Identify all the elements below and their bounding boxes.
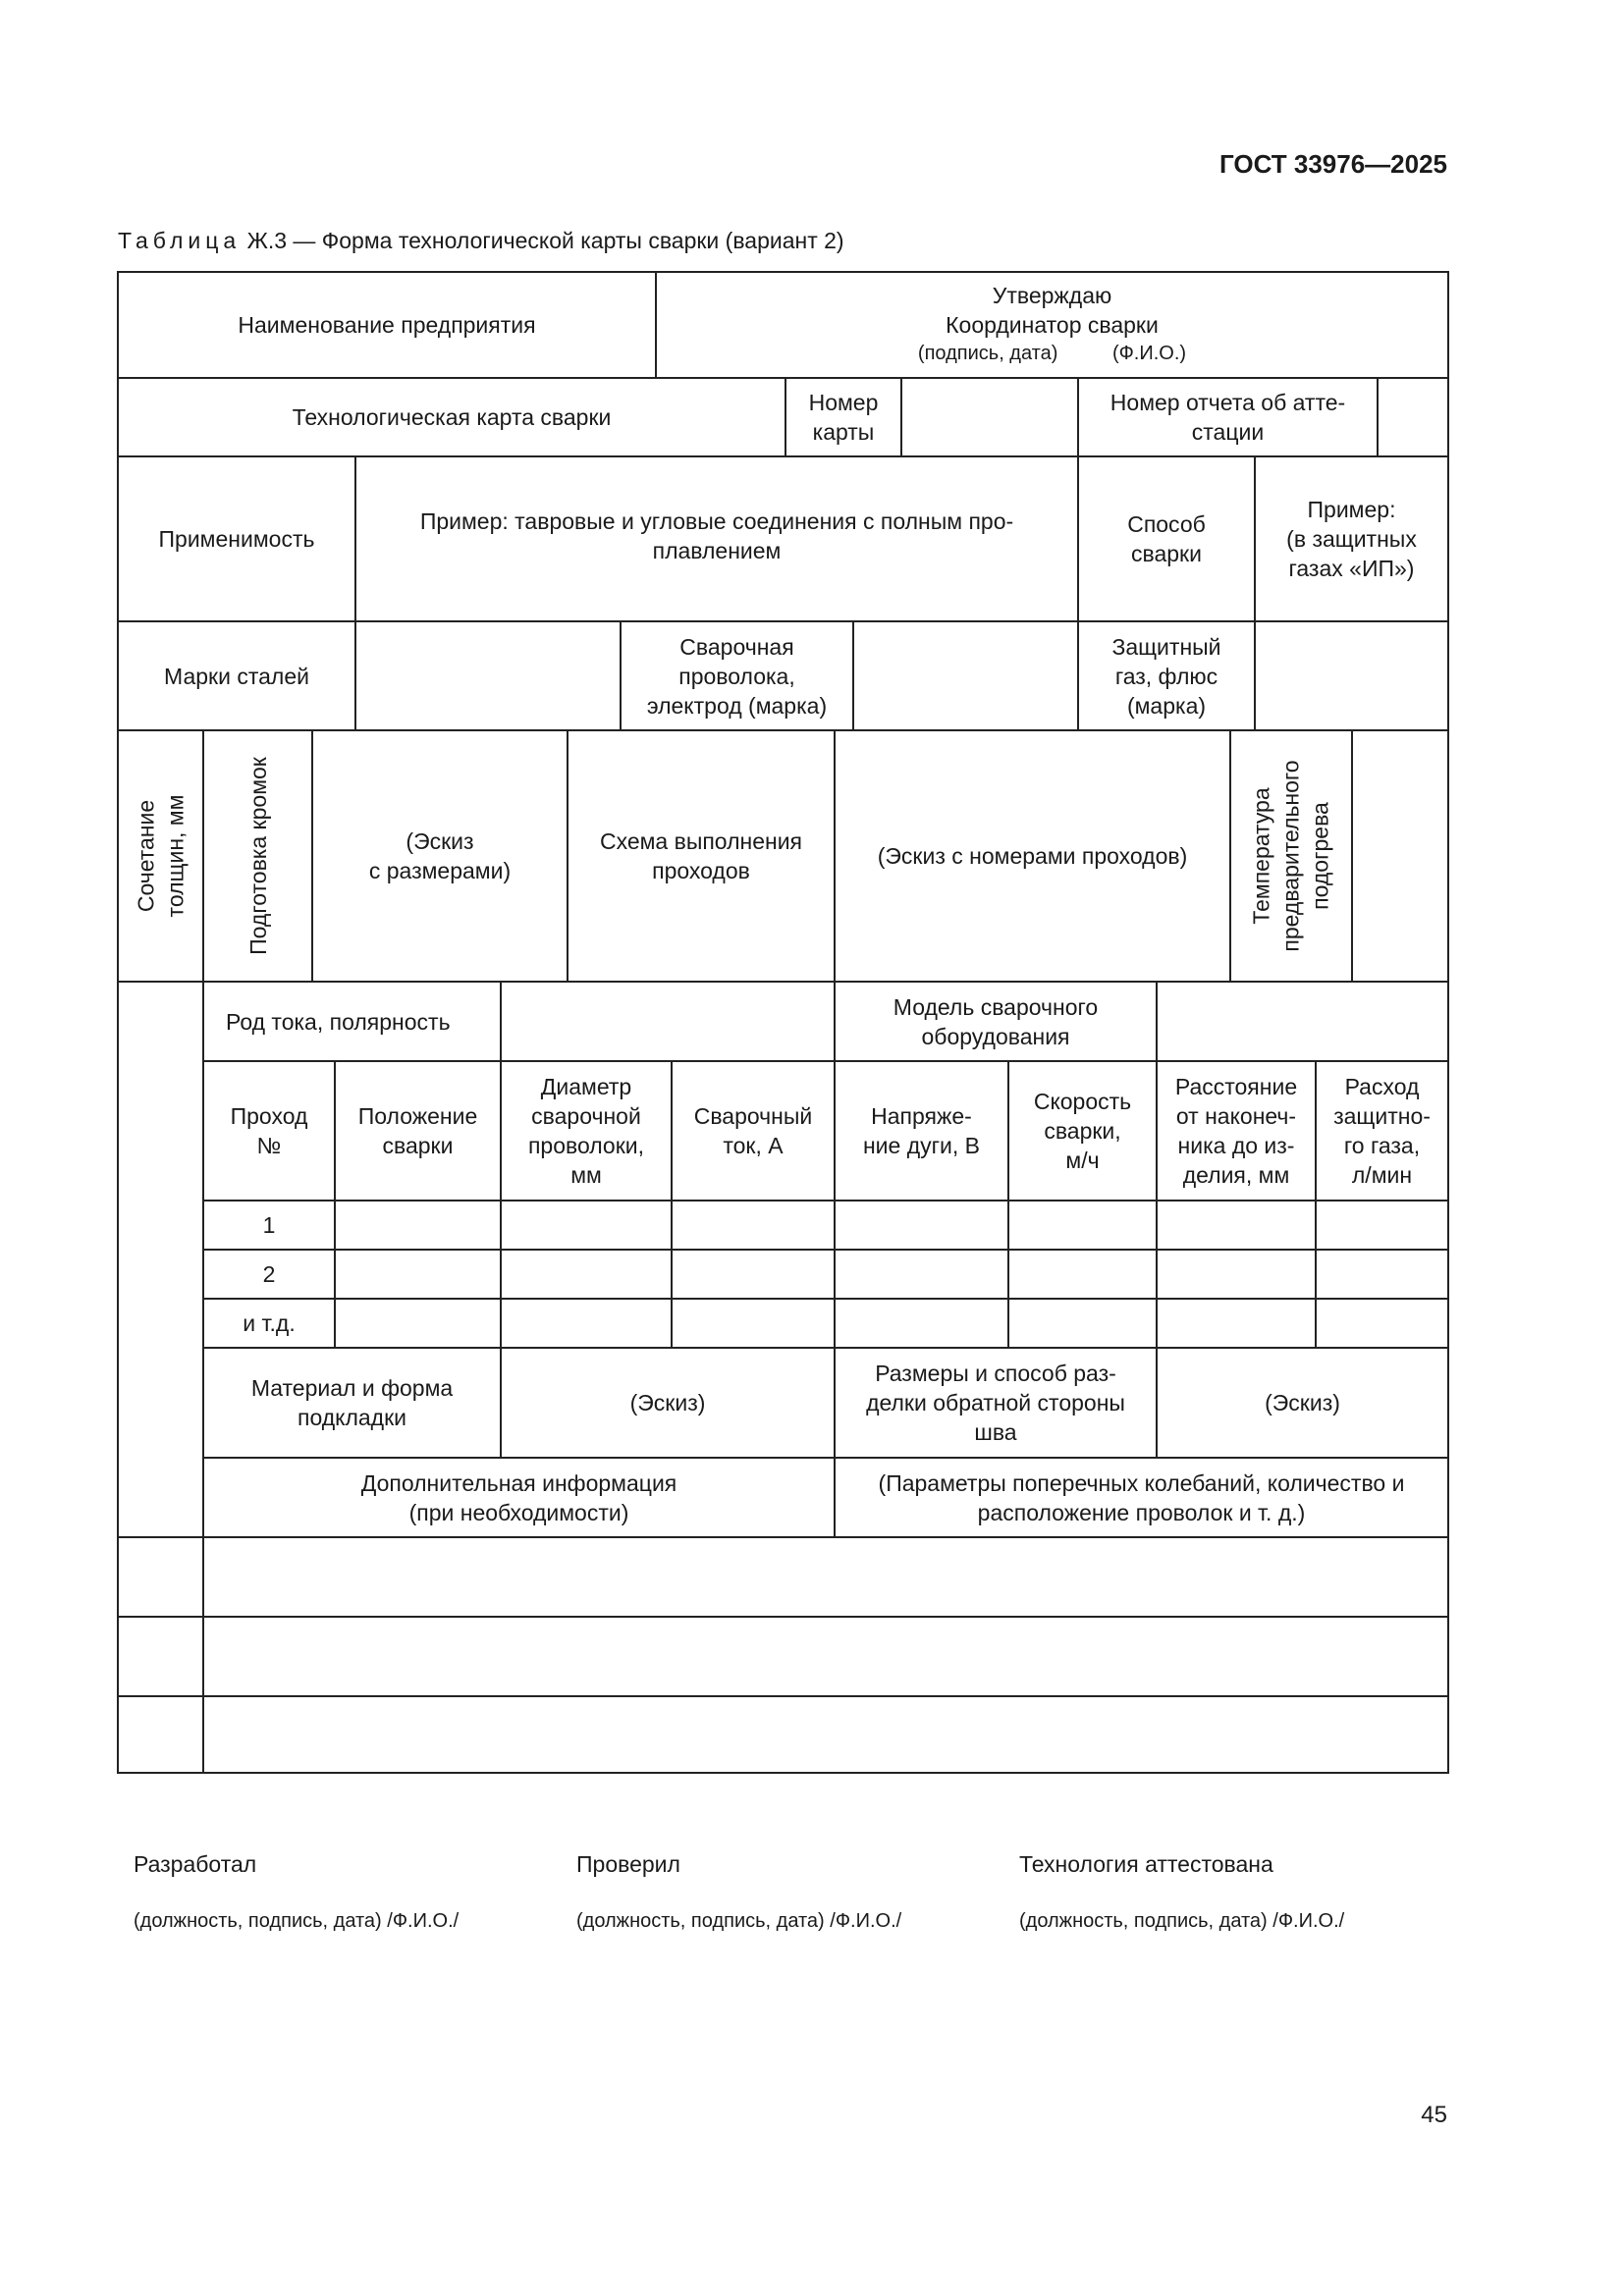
enterprise-name-label: Наименование предприятия	[238, 312, 536, 338]
param-header: Скорость сварки, м/ч	[1033, 1089, 1132, 1173]
tech-card-label: Технологическая карта сварки	[292, 404, 612, 430]
steel-grades-field[interactable]	[356, 622, 620, 729]
approve-label: Утверждаю	[992, 283, 1112, 308]
current-polarity-field[interactable]	[502, 983, 834, 1060]
signature-hint: (подпись, дата) (Ф.И.О.)	[917, 343, 1187, 364]
backing-material-label: Материал и форма подкладки	[250, 1375, 454, 1430]
developed-signature-hint: (должность, подпись, дата) /Ф.И.О./	[134, 1910, 460, 1932]
welding-method-label: Способ сварки	[1127, 511, 1206, 566]
pass-number: 1	[262, 1212, 276, 1238]
page-number: 45	[1421, 2102, 1447, 2128]
pass-number: и т.д.	[243, 1310, 296, 1336]
equipment-model-label: Модель сварочного оборудования	[893, 993, 1099, 1049]
thickness-combination-label: Сочетание толщин, мм	[133, 794, 189, 918]
param-header: Сварочный ток, А	[693, 1103, 813, 1158]
back-gouging-label: Размеры и способ раз- делки обратной стороны шва	[866, 1361, 1125, 1445]
welding-wire-field[interactable]	[854, 622, 1077, 729]
additional-info-note: (Параметры поперечных колебаний, количество и расположение проволок и т. д.)	[878, 1469, 1405, 1525]
applicability-example: Пример: тавровые и угловые соединения с полным про- плавлением	[419, 508, 1014, 563]
certified-signature-hint: (должность, подпись, дата) /Ф.И.О./	[1019, 1910, 1345, 1932]
equipment-model-field[interactable]	[1158, 983, 1447, 1060]
backing-sketch: (Эскиз)	[629, 1390, 706, 1415]
preheat-temperature-field[interactable]	[1353, 731, 1447, 981]
param-header: Положение сварки	[357, 1103, 478, 1158]
caption-label: Таблица	[118, 228, 242, 253]
edge-preparation-label: Подготовка кромок	[244, 757, 271, 955]
checked-signature-hint: (должность, подпись, дата) /Ф.И.О./	[576, 1910, 902, 1932]
developed-by-label: Разработал	[134, 1851, 257, 1877]
back-gouging-sketch: (Эскиз)	[1265, 1390, 1340, 1415]
coordinator-label: Координатор сварки	[946, 312, 1159, 338]
report-number-label: Номер отчета об атте- стации	[1110, 390, 1346, 445]
table-caption	[118, 228, 844, 254]
pass-number: 2	[262, 1261, 276, 1287]
param-header: Расстояние от наконеч- ника до из- делия, мм	[1174, 1074, 1298, 1188]
applicability-label: Применимость	[158, 526, 315, 552]
param-header: Расход защитно- го газа, л/мин	[1333, 1074, 1431, 1188]
additional-info-label: Дополнительная информация (при необходимости)	[360, 1469, 677, 1525]
certified-by-label: Технология аттестована	[1019, 1851, 1273, 1877]
param-header: Диаметр сварочной проволоки, мм	[527, 1074, 645, 1188]
welding-method-example: Пример: (в защитных газах «ИП»)	[1286, 497, 1417, 581]
preheat-temperature-label: Температура предварительного подогрева	[1249, 760, 1334, 952]
checked-by-label: Проверил	[576, 1851, 680, 1877]
card-number-label: Номер карты	[808, 390, 879, 445]
sketch-dimensions: (Эскиз с размерами)	[368, 828, 512, 883]
card-number-field[interactable]	[902, 379, 1077, 455]
shielding-gas-label: Защитный газ, флюс (марка)	[1111, 633, 1221, 719]
document-code: ГОСТ 33976—2025	[1219, 149, 1447, 179]
pass-scheme-label: Схема выполнения проходов	[599, 828, 803, 883]
caption-title: Ж.3 — Форма технологической карты сварки (вариант 2)	[241, 228, 844, 253]
sketch-passes: (Эскиз с номерами проходов)	[877, 843, 1188, 869]
current-polarity-label: Род тока, полярность	[226, 1008, 451, 1035]
param-header: Проход №	[230, 1103, 308, 1158]
report-number-field[interactable]	[1379, 379, 1447, 455]
shielding-gas-field[interactable]	[1256, 622, 1447, 729]
steel-grades-label: Марки сталей	[164, 663, 309, 689]
welding-wire-label: Сварочная проволока, электрод (марка)	[646, 633, 828, 719]
param-header: Напряже- ние дуги, В	[862, 1103, 980, 1158]
